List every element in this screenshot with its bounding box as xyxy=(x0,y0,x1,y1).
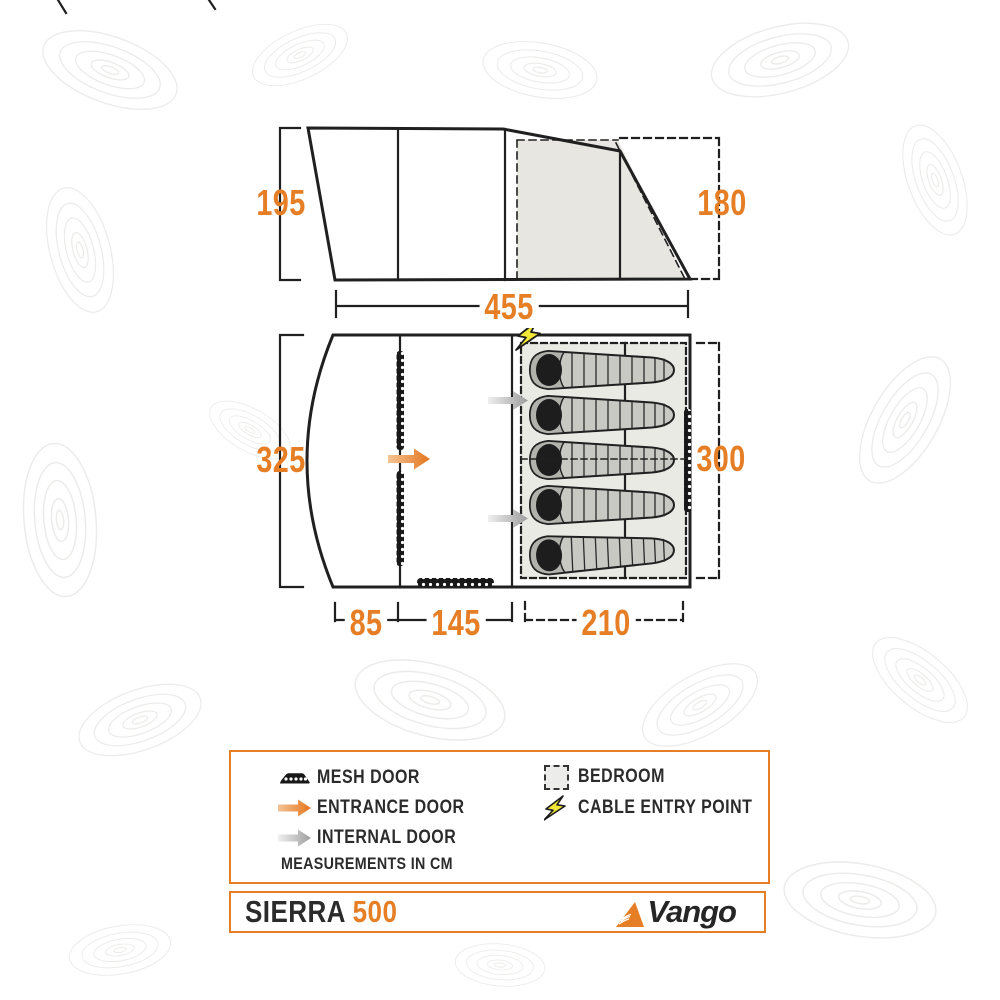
sleeping-bag xyxy=(530,441,674,479)
product-model: 500 xyxy=(352,894,398,929)
internal-arrow-icon xyxy=(273,828,317,848)
mesh-door-strip xyxy=(397,471,405,566)
floor-plan-view xyxy=(280,321,719,621)
legend-label: INTERNAL DOOR xyxy=(317,827,457,848)
dim-length: 455 xyxy=(480,286,539,328)
legend-label: ENTRANCE DOOR xyxy=(317,797,465,818)
sleeping-bag xyxy=(530,396,674,434)
vango-triangle-icon xyxy=(615,900,645,930)
measurements-note: MEASUREMENTS IN CM xyxy=(281,854,453,873)
mesh-door-icon xyxy=(273,772,317,785)
legend-label: BEDROOM xyxy=(578,766,665,787)
dim-bedroom-depth: 210 xyxy=(577,602,636,644)
legend-item-mesh-door xyxy=(273,765,440,791)
crop-marks xyxy=(58,0,215,13)
brand-text: Vango xyxy=(647,894,736,929)
dim-bedroom-width: 300 xyxy=(696,438,746,479)
product-name: SIERRA xyxy=(245,894,346,929)
dim-rear-height: 180 xyxy=(697,182,747,223)
footer-bar xyxy=(229,891,766,933)
dim-living-depth: 145 xyxy=(427,602,486,644)
mesh-door-strip xyxy=(684,409,692,512)
dim-width: 325 xyxy=(256,439,306,480)
legend-item-entrance-door xyxy=(273,795,493,821)
mesh-door-strip xyxy=(417,578,494,587)
mesh-door-strip xyxy=(397,351,405,450)
legend-item-bedroom xyxy=(534,764,681,790)
vango-logo xyxy=(615,894,736,930)
sleeping-bag xyxy=(530,486,674,524)
bedroom-area-side xyxy=(517,140,685,278)
legend-label: CABLE ENTRY POINT xyxy=(578,797,753,818)
legend-label: MESH DOOR xyxy=(317,767,420,788)
legend-item-cable-entry xyxy=(534,795,786,821)
legend-box xyxy=(229,750,770,884)
entrance-arrow-icon xyxy=(273,798,317,818)
dim-front-height: 195 xyxy=(256,182,306,223)
dim-porch-depth: 85 xyxy=(345,602,387,644)
lightning-bolt-icon xyxy=(534,795,578,821)
bedroom-swatch-icon xyxy=(534,765,578,790)
legend-item-internal-door xyxy=(273,825,483,851)
sleeping-bag xyxy=(530,351,674,389)
product-title xyxy=(245,894,397,930)
